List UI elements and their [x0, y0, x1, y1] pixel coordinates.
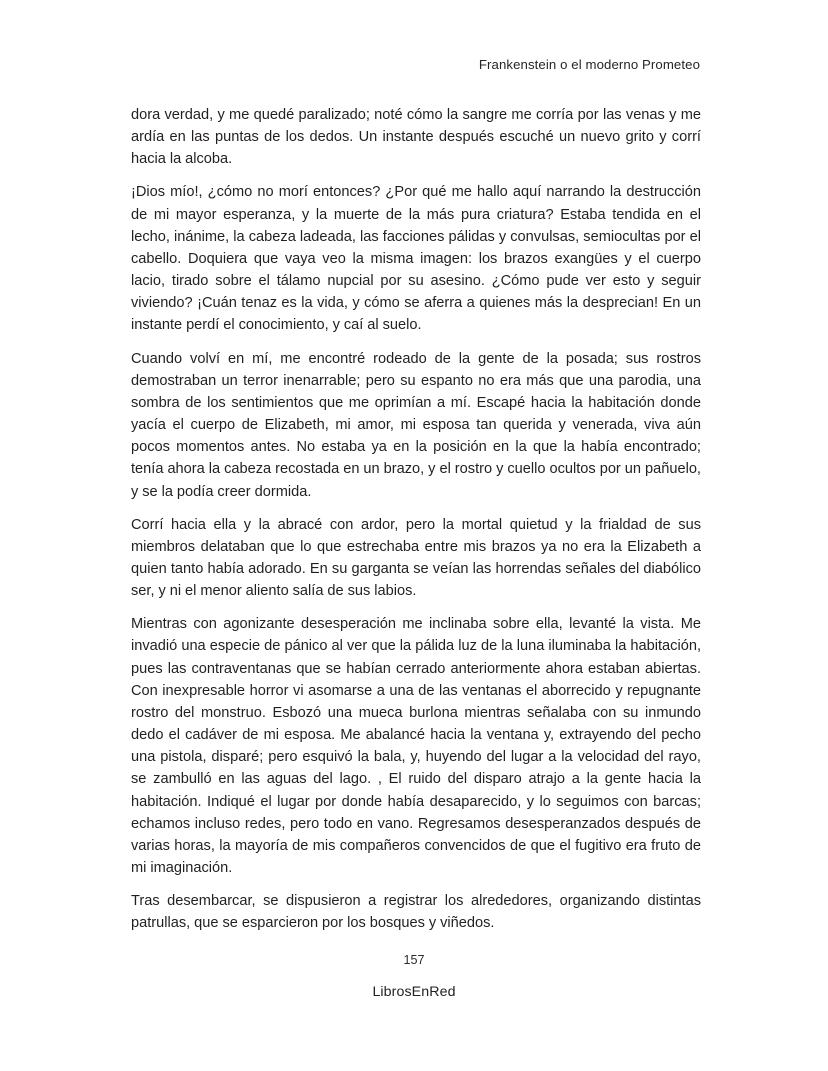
paragraph: ¡Dios mío!, ¿cómo no morí entonces? ¿Por qué me hallo aquí narrando la destrucción de mi mayor esperanza, y la muerte de la más pura criatura? Estaba tendida en el lecho, inánime, la cabeza ladeada, las facciones pálidas y convulsas, semiocultas por el cabello. Doquiera que vaya veo la misma imagen: los brazos exangües y el cuerpo lacio, tirado sobre el tálamo nupcial por su asesino. ¿Cómo pude ver esto y seguir viviendo? ¡Cuán tenaz es la vida, y cómo se aferra a quienes más la desprecian! En un instante perdí el conocimiento, y caí al suelo. [131, 184, 701, 334]
publisher-imprint: LibrosEnRed [372, 984, 456, 1000]
running-head: Frankenstein o el moderno Prometeo [478, 57, 700, 72]
paragraph: Corrí hacia ella y la abracé con ardor, pero la mortal quietud y la frialdad de sus miembros delataban que lo que estrechaba entre mis brazos ya no era la Elizabeth a quien tanto había adorado. En su garganta se veían las horrendas señales del diabólico ser, y ni el menor aliento salía de sus labios. [131, 516, 701, 600]
paragraph: Cuando volví en mí, me encontré rodeado de la gente de la posada; sus rostros demostraban un terror inenarrable; pero su espanto no era más que una parodia, una sombra de los sentimientos que me oprimían a mí. Escapé hacia la habitación donde yacía el cuerpo de Elizabeth, mi amor, mi esposa tan querida y venerada, viva aún pocos momentos antes. No estaba ya en la posición en la que la había encontrado; tenía ahora la cabeza recostada en un brazo, y el rostro y cuello ocultos por un pañuelo, y se la podía creer dormida. [131, 350, 701, 500]
page-number: 157 [403, 953, 425, 967]
body-text-column [131, 104, 701, 934]
paragraph: dora verdad, y me quedé paralizado; noté cómo la sangre me corría por las venas y me ardía en las puntas de los dedos. Un instante después escuché un nuevo grito y corrí hacia la alcoba. [131, 107, 701, 168]
paragraph: Tras desembarcar, se dispusieron a registrar los alrededores, organizando distintas patrullas, que se esparcieron por los bosques y viñedos. [131, 893, 701, 932]
paragraph: Mientras con agonizante desesperación me inclinaba sobre ella, levanté la vista. Me invadió una especie de pánico al ver que la pálida luz de la luna iluminaba la habitación, pues las contraventanas que se habían cerrado anteriormente ahora estaban abiertas. Con inexpresable horror vi asomarse a una de las ventanas el aborrecido y repugnante rostro del monstruo. Esbozó una mueca burlona mientras señalaba con su inmundo dedo el cadáver de mi esposa. Me abalancé hacia la ventana y, extrayendo del pecho una pistola, disparé; pero esquivó la bala, y, huyendo del lugar a la velocidad del rayo, se zambulló en las aguas del lago. , El ruido del disparo atrajo a la gente hacia la habitación. Indiqué el lugar por donde había desaparecido, y lo seguimos con barcas; echamos incluso redes, pero todo en vano. Regresamos desesperanzados después de varias horas, la mayoría de mis compañeros convencidos de que el fugitivo era fruto de mi imaginación. [131, 616, 701, 876]
